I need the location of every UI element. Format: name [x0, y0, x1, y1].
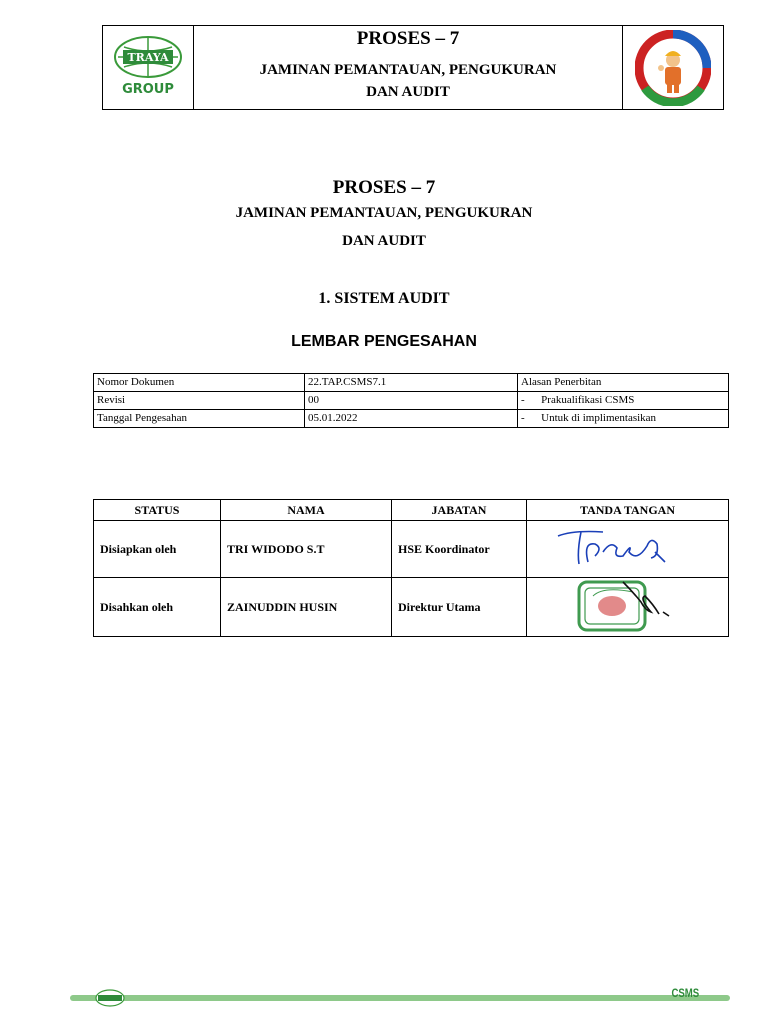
- company-logo: [103, 26, 194, 109]
- footer-csms-logo: CSMS: [671, 986, 700, 1000]
- table-row: [94, 521, 729, 578]
- header-subtitle-line2: DAN AUDIT: [366, 84, 450, 100]
- column-header: TANDA TANGAN: [527, 500, 729, 521]
- table-row: [94, 578, 729, 637]
- document-subtitle: [0, 199, 768, 255]
- document-header: [102, 25, 724, 110]
- column-header: NAMA: [221, 500, 392, 521]
- header-title: PROSES – 7: [356, 28, 460, 49]
- info-value: 22.TAP.CSMS7.1: [305, 374, 518, 392]
- document-info-table: [93, 373, 729, 428]
- info-label: Nomor Dokumen: [94, 374, 305, 392]
- document-subtitle-line2: DAN AUDIT: [342, 233, 426, 249]
- sheet-title: LEMBAR PENGESAHAN: [291, 333, 477, 350]
- position-cell: HSE Koordinator: [392, 521, 527, 578]
- footer-divider: [70, 995, 730, 1001]
- status-cell: Disiapkan oleh: [94, 521, 221, 578]
- table-header-row: [94, 500, 729, 521]
- document-subtitle-line1: JAMINAN PEMANTAUAN, PENGUKURAN: [235, 205, 533, 221]
- info-reason-item: - Prakualifikasi CSMS: [518, 392, 729, 410]
- info-label: Revisi: [94, 392, 305, 410]
- column-header: JABATAN: [392, 500, 527, 521]
- name-cell: ZAINUDDIN HUSIN: [221, 578, 392, 637]
- signature-cell: [527, 521, 729, 578]
- name-cell: TRI WIDODO S.T: [221, 521, 392, 578]
- stamp-signature-cell: [527, 578, 729, 637]
- position-cell: Direktur Utama: [392, 578, 527, 637]
- info-label: Tanggal Pengesahan: [94, 410, 305, 428]
- footer-company-logo: [94, 988, 126, 1008]
- svg-text:GROUP: GROUP: [122, 81, 174, 97]
- signature-image: [533, 522, 683, 572]
- info-reason-item: - Untuk di implimentasikan: [518, 410, 729, 428]
- info-value: 05.01.2022: [305, 410, 518, 428]
- document-title: PROSES – 7: [332, 177, 436, 198]
- header-subtitle-line1: JAMINAN PEMANTAUAN, PENGUKURAN: [259, 62, 557, 78]
- table-row: [94, 410, 729, 428]
- company-stamp-image: [533, 578, 693, 632]
- table-row: [94, 374, 729, 392]
- info-reason-header: Alasan Penerbitan: [518, 374, 729, 392]
- approval-table: [93, 499, 729, 637]
- section-heading: 1. SISTEM AUDIT: [318, 290, 450, 307]
- column-header: STATUS: [94, 500, 221, 521]
- status-cell: Disahkan oleh: [94, 578, 221, 637]
- table-row: [94, 392, 729, 410]
- svg-text:TRAYA: TRAYA: [127, 50, 169, 64]
- info-value: 00: [305, 392, 518, 410]
- hse-logo: [622, 26, 723, 109]
